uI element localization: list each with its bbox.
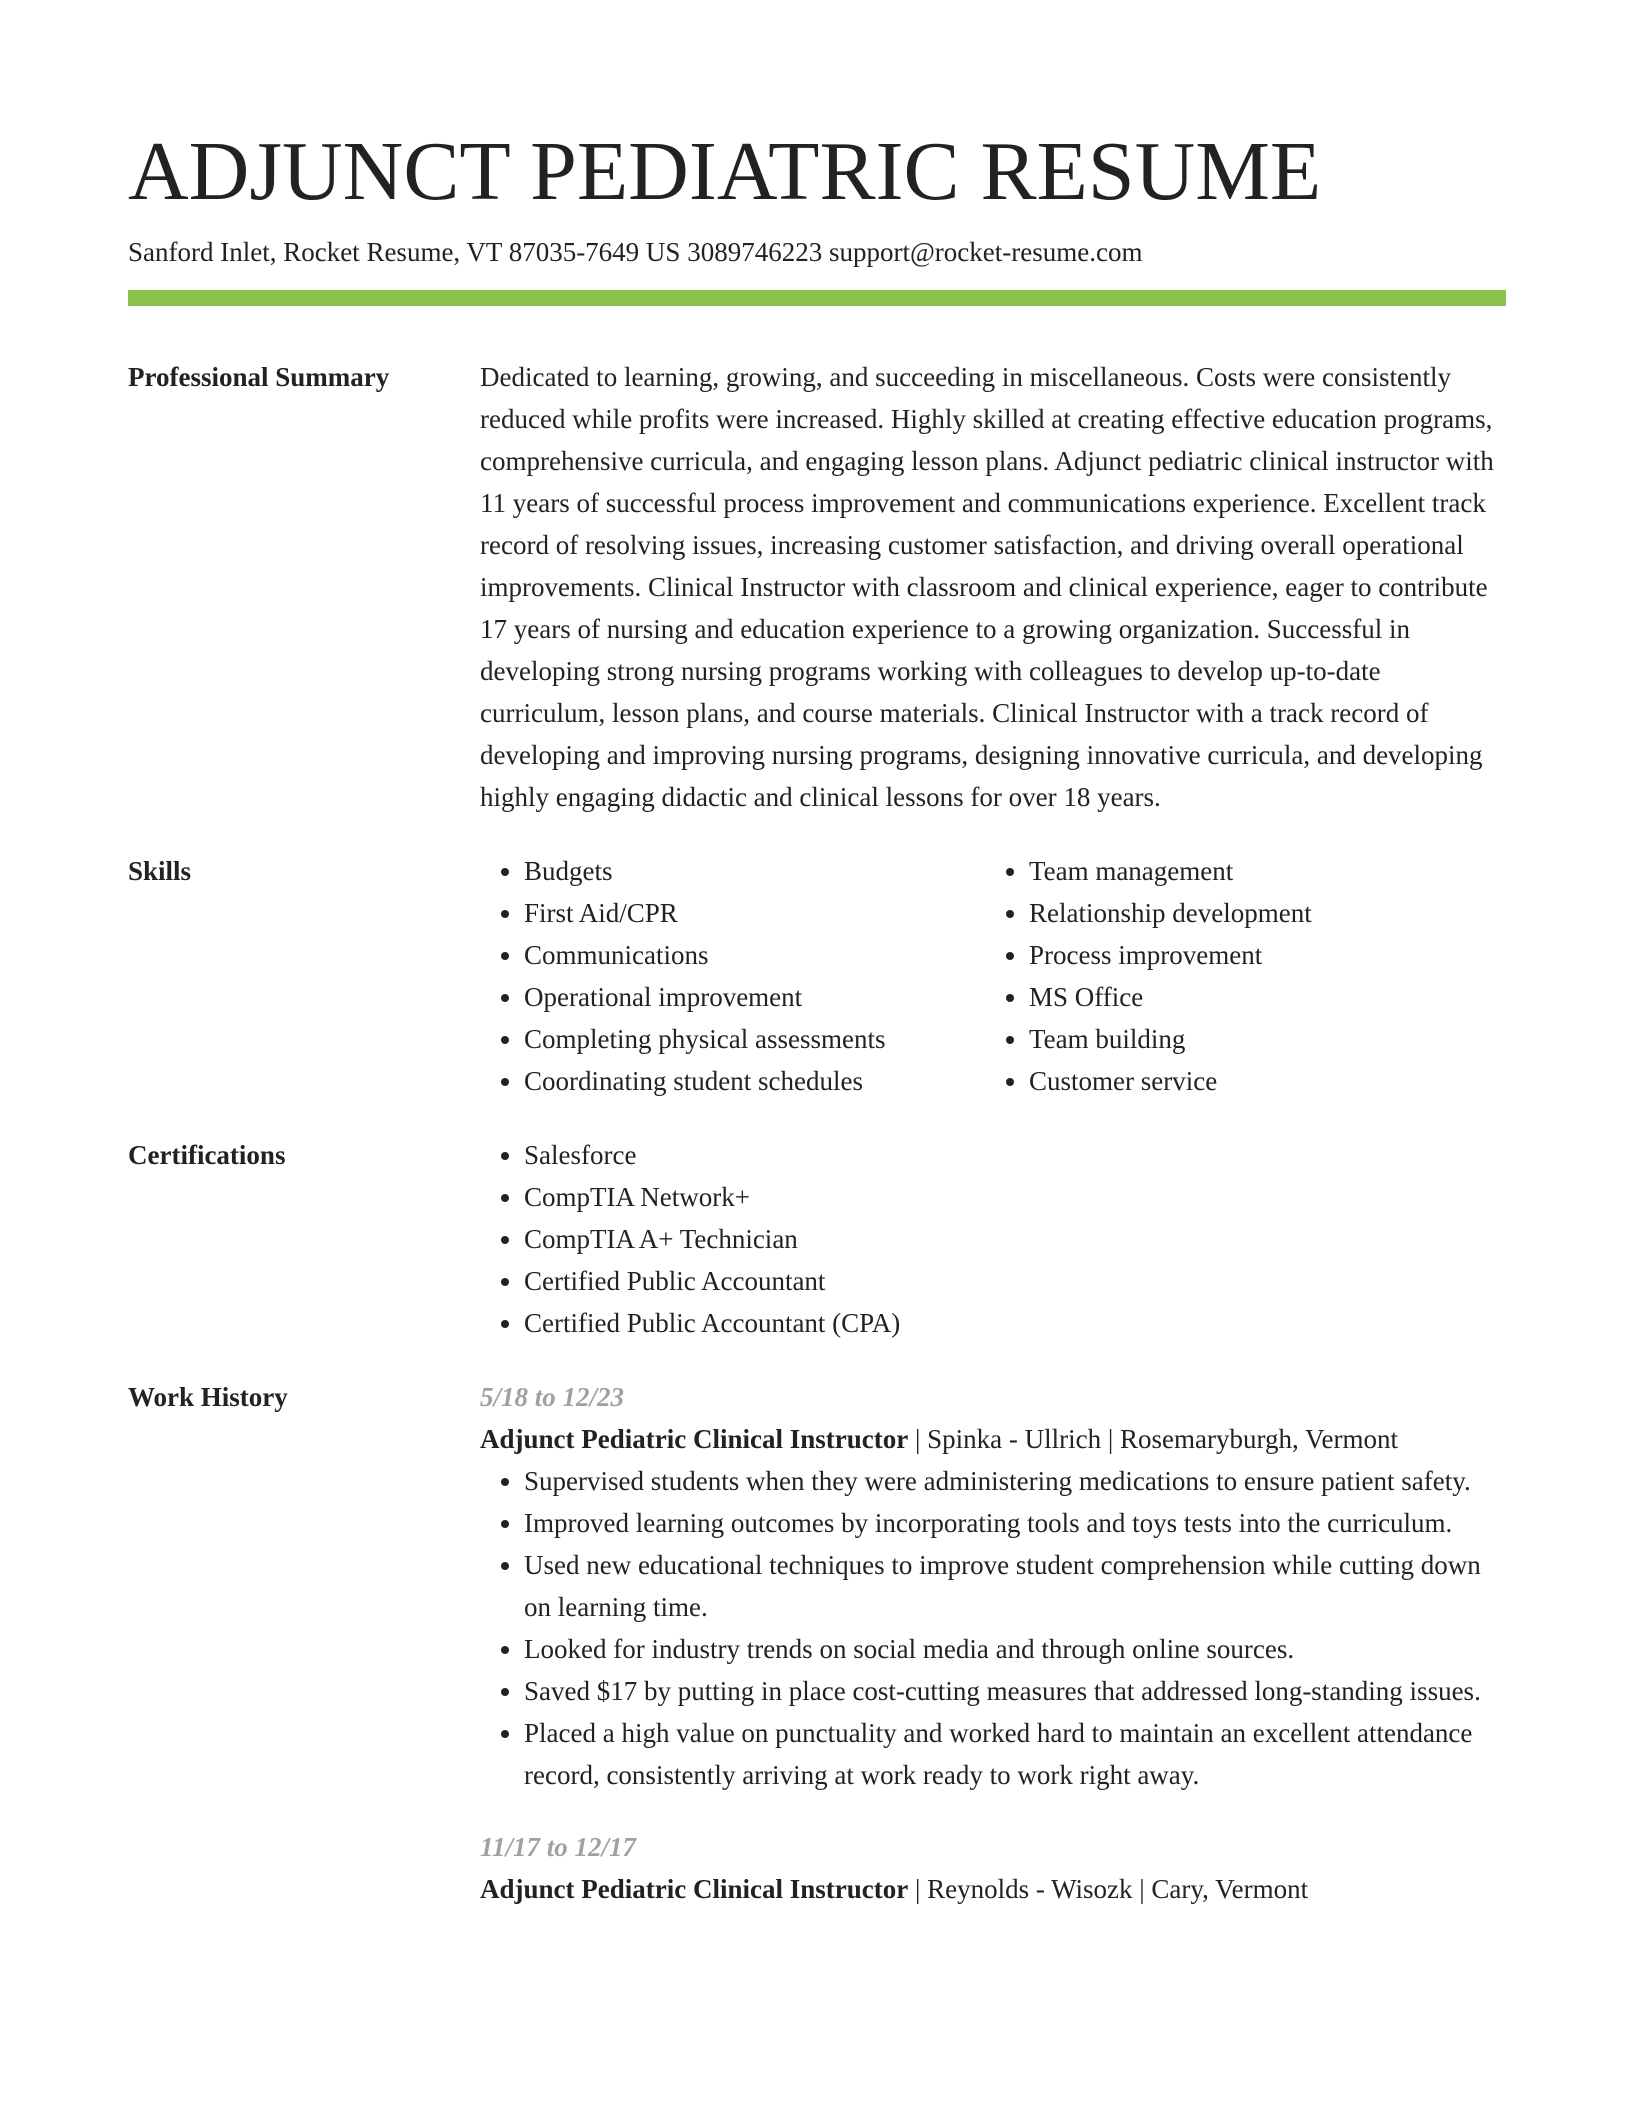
job-bullet: • Saved $17 by putting in place cost-cutting measures that addressed long-standing issues. [524,1670,1506,1712]
skill-item: • Team building [1029,1018,1490,1060]
accent-divider [128,290,1506,306]
summary-section [128,356,1506,818]
skill-item: • Team management [1029,850,1490,892]
job-header [480,1418,1506,1460]
skills-section [128,850,1506,1102]
skill-item: • Customer service [1029,1060,1490,1102]
job-bullet: • Improved learning outcomes by incorporating tools and toys tests into the curriculum. [524,1502,1506,1544]
job-bullet: • Placed a high value on punctuality and worked hard to maintain an excellent attendance record, consistently arriving at work ready to work right away. [524,1712,1506,1796]
skill-item: • Budgets [524,850,985,892]
job-bullet: • Supervised students when they were administering medications to ensure patient safety. [524,1460,1506,1502]
skill-item: • Relationship development [1029,892,1490,934]
skills-list-2 [985,850,1490,1102]
certification-item: • CompTIA Network+ [524,1176,1506,1218]
summary-text: Dedicated to learning, growing, and succeeding in miscellaneous. Costs were consistently reduced while profits were increased. Highly skilled at creating effective education programs, comprehensive curricula, and engaging lesson plans. Adjunct pediatric clinical instructor with 11 years of successful process improvement and communications experience. Excellent track record of resolving issues, increasing customer satisfaction, and driving overall operational improvements. Clinical Instructor with classroom and clinical experience, eager to contribute 17 years of nursing and education experience to a growing organization. Successful in developing strong nursing programs working with colleagues to develop up-to-date curriculum, lesson plans, and course materials. Clinical Instructor with a track record of developing and improving nursing programs, designing innovative curricula, and developing highly engaging didactic and clinical lessons for over 18 years. [480,362,1494,812]
job-details: | Spinka - Ullrich | Rosemaryburgh, Vermont [908,1424,1398,1454]
skill-item: • Completing physical assessments [524,1018,985,1060]
resume-page [128,0,1506,1910]
job-details: | Reynolds - Wisozk | Cary, Vermont [908,1874,1309,1904]
job-bullet: • Looked for industry trends on social media and through online sources. [524,1628,1506,1670]
skill-item: • Coordinating student schedules [524,1060,985,1102]
certification-item: • Certified Public Accountant (CPA) [524,1302,1506,1344]
skill-item: • Operational improvement [524,976,985,1018]
skill-item: • MS Office [1029,976,1490,1018]
certifications-section [128,1134,1506,1344]
skill-item: • Process improvement [1029,934,1490,976]
summary-body [480,356,1506,818]
work-history-body [480,1376,1506,1910]
job-dates: 5/18 to 12/23 [480,1382,625,1412]
skills-list-1 [480,850,985,1102]
summary-label: Professional Summary [128,362,390,392]
work-history-section [128,1376,1506,1910]
certification-item: • Salesforce [524,1134,1506,1176]
skills-body [480,850,1506,1102]
job-entry [480,1376,1506,1796]
work-history-label: Work History [128,1382,288,1412]
skill-item: • First Aid/CPR [524,892,985,934]
certifications-list [480,1134,1506,1344]
skills-column-2 [985,850,1490,1102]
job-title: Adjunct Pediatric Clinical Instructor [480,1424,909,1454]
job-header [480,1868,1506,1910]
job-bullet: • Used new educational techniques to improve student comprehension while cutting down on learning time. [524,1544,1506,1628]
resume-title: ADJUNCT PEDIATRIC RESUME [128,125,1322,218]
certification-item: • CompTIA A+ Technician [524,1218,1506,1260]
certifications-body [480,1134,1506,1344]
skills-column-1 [480,850,985,1102]
certification-item: • Certified Public Accountant [524,1260,1506,1302]
job-entry [480,1826,1506,1910]
contact-info: Sanford Inlet, Rocket Resume, VT 87035-7649 US 3089746223 support@rocket-resume.com [128,237,1143,267]
certifications-label: Certifications [128,1140,286,1170]
skills-label: Skills [128,856,192,886]
skill-item: • Communications [524,934,985,976]
job-title: Adjunct Pediatric Clinical Instructor [480,1874,909,1904]
job-bullets [480,1460,1506,1796]
job-dates: 11/17 to 12/17 [480,1832,637,1862]
